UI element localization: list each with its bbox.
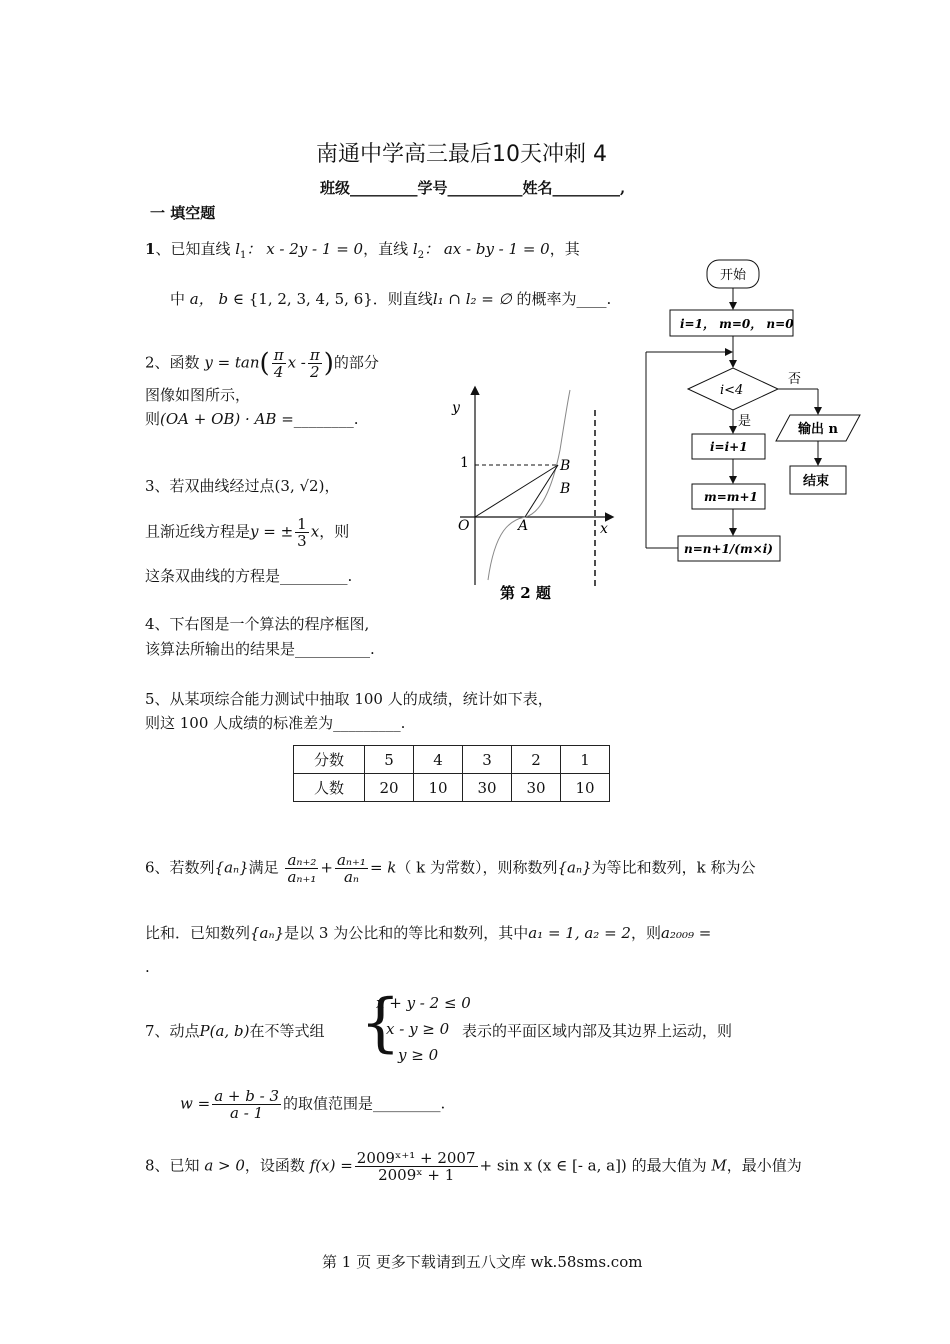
question-2-line-3: 则(OA + OB) · AB =________. <box>145 410 359 428</box>
table-cell: 30 <box>512 774 561 802</box>
segment-ob <box>475 465 558 517</box>
question-5-line-2: 则这 100 人成绩的标准差为_________. <box>145 714 406 732</box>
table-cell: 人数 <box>294 774 365 802</box>
question-8-line-1: 8、已知 a > 0，设函数 f(x) = $\frac{\text{2009ˣ⁺¹ + 2007}}{\text{2009ˣ + 1}}$ + sin x (x ∈ [- a, a]) 的最大值为 M，最小值为 <box>145 1149 802 1184</box>
table-row <box>294 746 610 774</box>
table-cell: 10 <box>561 774 610 802</box>
question-3-line-1: 3、若双曲线经过点(3, √2)， <box>145 477 340 495</box>
question-3-line-2: 且渐近线方程是y = ± $\frac{1}{3}$ x，则 <box>145 515 350 550</box>
inequality-2: x - y ≥ 0 <box>386 1020 450 1038</box>
question-2-line-2: 图像如图所示， <box>145 386 251 404</box>
tan-graph <box>440 380 620 610</box>
table-row <box>294 774 610 802</box>
point-b: B <box>560 458 571 474</box>
question-3-line-3: 这条双曲线的方程是_________. <box>145 567 353 585</box>
inequality-3: y ≥ 0 <box>398 1046 439 1064</box>
question-6-line-3: . <box>145 958 150 976</box>
table-cell: 1 <box>561 746 610 774</box>
output-label: 输出 n <box>798 422 838 437</box>
flowchart <box>640 255 870 585</box>
question-5-line-1: 5、从某项综合能力测试中抽取 100 人的成绩，统计如下表， <box>145 690 553 708</box>
page-footer: 第 1 页 更多下载请到五八文库 wk.58sms.com <box>322 1253 643 1271</box>
score-table <box>293 745 610 802</box>
question-6-line-1: 6、若数列{aₙ}满足 $\frac{\text{aₙ₊₂}}{\text{aₙ₊₁}}$ + $\frac{\text{aₙ₊₁}}{\text{aₙ}}$ = k（ k 为常数），则称数列{aₙ}为等比和数列，k 称为公 <box>145 851 756 886</box>
init-label: i=1， m=0， n=0 <box>680 317 794 331</box>
question-4-line-1: 4、下右图是一个算法的程序框图, <box>145 615 370 633</box>
brace-icon: { <box>360 986 401 1060</box>
step-n-label: n=n+1/(m×i) <box>684 542 773 556</box>
question-2-line-1: 2、函数 y = tan( $\frac{\pi}{4}$ x - $\frac{\pi}{2}$ )的部分 <box>145 346 379 381</box>
table-cell: 3 <box>463 746 512 774</box>
segment-ab <box>525 465 558 517</box>
question-1-line-1: 1、已知直线 $l_1$： x - 2y - 1 = 0，直线 $l_2$： ax - by - 1 = 0，其 <box>145 240 580 261</box>
table-cell: 分数 <box>294 746 365 774</box>
table-cell: 20 <box>365 774 414 802</box>
question-7-line-1: 7、动点P(a, b)在不等式组 <box>145 1022 325 1040</box>
question-1-line-2: 中 a， b ∈ {1, 2, 3, 4, 5, 6}．则直线l₁ ∩ l₂ = ∅ 的概率为____. <box>170 290 612 308</box>
table-cell: 2 <box>512 746 561 774</box>
table-cell: 10 <box>414 774 463 802</box>
table-cell: 30 <box>463 774 512 802</box>
yes-label: 是 <box>738 414 752 429</box>
condition-label: i<4 <box>720 383 744 398</box>
inequality-1: x + y - 2 ≤ 0 <box>376 994 471 1012</box>
question-7-line-2: w = $\frac{a + b - 3}{a - 1}$ 的取值范围是_________. <box>180 1087 446 1122</box>
tick-one: 1 <box>460 455 469 471</box>
origin-label: O <box>458 518 470 534</box>
y-label: y <box>452 400 460 416</box>
point-a: A <box>518 518 529 534</box>
student-info-line: 班级_________学号__________姓名_________, <box>320 179 626 197</box>
no-label: 否 <box>788 372 802 387</box>
table-cell: 4 <box>414 746 463 774</box>
table-cell: 5 <box>365 746 414 774</box>
question-4-line-2: 该算法所输出的结果是__________. <box>145 640 375 658</box>
tan-curve <box>488 390 570 580</box>
x-label: x <box>600 521 608 537</box>
step-i-label: i=i+1 <box>710 440 748 454</box>
point-b-2: B <box>560 481 571 497</box>
page-title: 南通中学高三最后10天冲刺 4 <box>316 142 607 167</box>
end-label: 结束 <box>803 474 830 489</box>
figure-caption: 第 2 题 <box>500 584 551 602</box>
section-heading: 一 填空题 <box>150 204 216 222</box>
step-m-label: m=m+1 <box>704 490 758 504</box>
question-7-line-1-tail: 表示的平面区域内部及其边界上运动，则 <box>462 1022 733 1040</box>
start-label: 开始 <box>720 268 747 283</box>
question-6-line-2: 比和．已知数列{aₙ}是以 3 为公比和的等比和数列，其中a₁ = 1, a₂ = 2，则a₂₀₀₉ = <box>145 924 712 942</box>
